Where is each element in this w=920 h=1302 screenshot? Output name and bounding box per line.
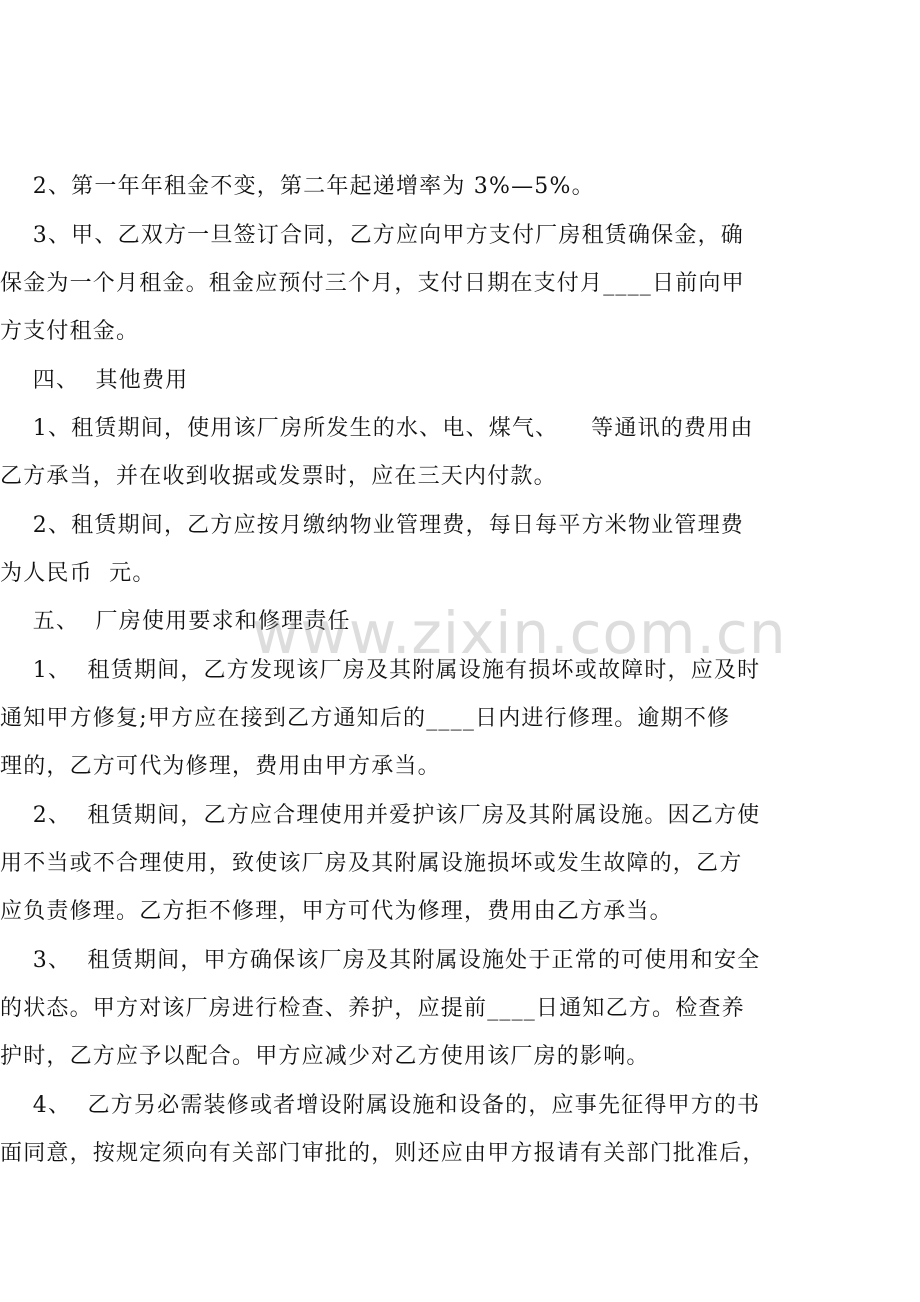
text-line: 为人民币 元。: [0, 561, 156, 586]
text-line: 3、 租赁期间，甲方确保该厂房及其附属设施处于正常的可使用和安全: [0, 948, 761, 973]
text-line: 2、 租赁期间，乙方应合理使用并爱护该厂房及其附属设施。因乙方使: [0, 803, 761, 828]
text-line: 面同意，按规定须向有关部门审批的，则还应由甲方报请有关部门批准后，: [0, 1141, 766, 1166]
text-line: 4、 乙方另必需装修或者增设附属设施和设备的，应事先征得甲方的书: [0, 1093, 761, 1118]
text-line: 应负责修理。乙方拒不修理，甲方可代为修理，费用由乙方承当。: [0, 899, 673, 924]
text-line: 的状态。甲方对该厂房进行检查、养护，应提前____日通知乙方。检查养: [0, 996, 745, 1021]
text-line: 方支付租金。: [0, 319, 140, 344]
text-line: 护时，乙方应予以配合。甲方应减少对乙方使用该厂房的影响。: [0, 1044, 650, 1069]
section-heading: 五、 厂房使用要求和修理责任: [0, 609, 351, 634]
text-line: 理的，乙方可代为修理，费用由甲方承当。: [0, 754, 441, 779]
text-line: 保金为一个月租金。租金应预付三个月，支付日期在支付月____日前向甲: [0, 271, 745, 296]
watermark: www.zixin.com.cn: [252, 599, 787, 667]
text-line: 通知甲方修复;甲方应在接到乙方通知后的____日内进行修理。逾期不修: [0, 706, 731, 731]
text-line: 1、租赁期间，使用该厂房所发生的水、电、煤气、 等通讯的费用由: [0, 416, 754, 441]
section-heading: 四、 其他费用: [0, 368, 189, 393]
text-line: 1、 租赁期间，乙方发现该厂房及其附属设施有损坏或故障时，应及时: [0, 658, 761, 683]
text-line: 3、甲、乙双方一旦签订合同，乙方应向甲方支付厂房租赁确保金，确: [0, 223, 744, 248]
text-line: 2、第一年年租金不变，第二年起递增率为 3%—5%。: [0, 174, 595, 199]
text-line: 乙方承当，并在收到收据或发票时，应在三天内付款。: [0, 464, 557, 489]
text-line: 用不当或不合理使用，致使该厂房及其附属设施损坏或发生故障的，乙方: [0, 851, 743, 876]
text-line: 2、租赁期间，乙方应按月缴纳物业管理费，每日每平方米物业管理费: [0, 513, 744, 538]
